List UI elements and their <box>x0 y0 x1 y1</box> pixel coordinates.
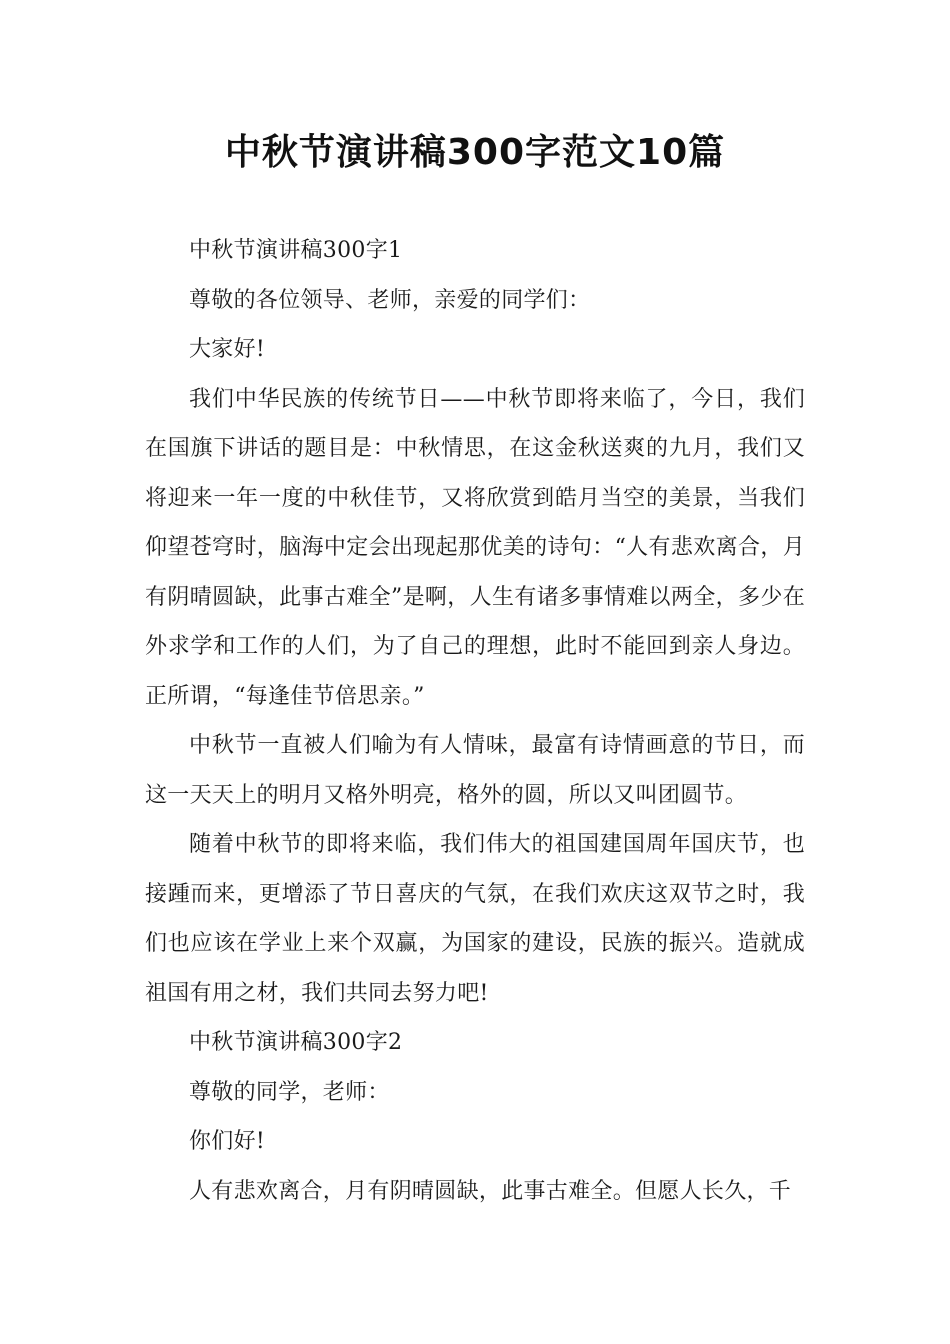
paragraph-greeting-1: 大家好! <box>189 337 266 362</box>
paragraph-body: 随着中秋节的即将来临，我们伟大的祖国建国周年国庆节，也接踵而来，更增添了节日喜庆的气氛，在我们欢庆这双节之时，我们也应该在学业上来个双赢，为国家的建设，民族的振兴。造就成祖国有用之材，我们共同去努力吧! <box>145 832 805 1006</box>
document-title: 中秋节演讲稿300字范文10篇 <box>224 132 726 173</box>
paragraph-salutation-2: 尊敬的同学，老师： <box>189 1079 390 1105</box>
document-body <box>145 226 805 1216</box>
paragraph-body: 人有悲欢离合，月有阴晴圆缺，此事古难全。但愿人长久，千 <box>189 1178 792 1204</box>
paragraph-body: 中秋节一直被人们喻为有人情味，最富有诗情画意的节日，而这一天天上的明月又格外明亮，格外的圆，所以又叫团圆节。 <box>145 733 805 808</box>
paragraph-greeting-2: 你们好! <box>189 1129 266 1154</box>
paragraph-heading-2: 中秋节演讲稿300字2 <box>189 1030 403 1055</box>
paragraph-heading-1: 中秋节演讲稿300字1 <box>189 238 403 263</box>
paragraph-body: 我们中华民族的传统节日——中秋节即将来临了，今日，我们在国旗下讲话的题目是：中秋情思，在这金秋送爽的九月，我们又将迎来一年一度的中秋佳节，又将欣赏到皓月当空的美景，当我们仰望苍穹时，脑海中定会出现起那优美的诗句：“人有悲欢离合，月有阴晴圆缺，此事古难全”是啊，人生有诸多事情难以两全，多少在外求学和工作的人们，为了自己的理想，此时不能回到亲人身边。正所谓，“每逢佳节倍思亲。” <box>145 386 805 709</box>
paragraph-salutation-1: 尊敬的各位领导、老师，亲爱的同学们： <box>189 287 591 313</box>
